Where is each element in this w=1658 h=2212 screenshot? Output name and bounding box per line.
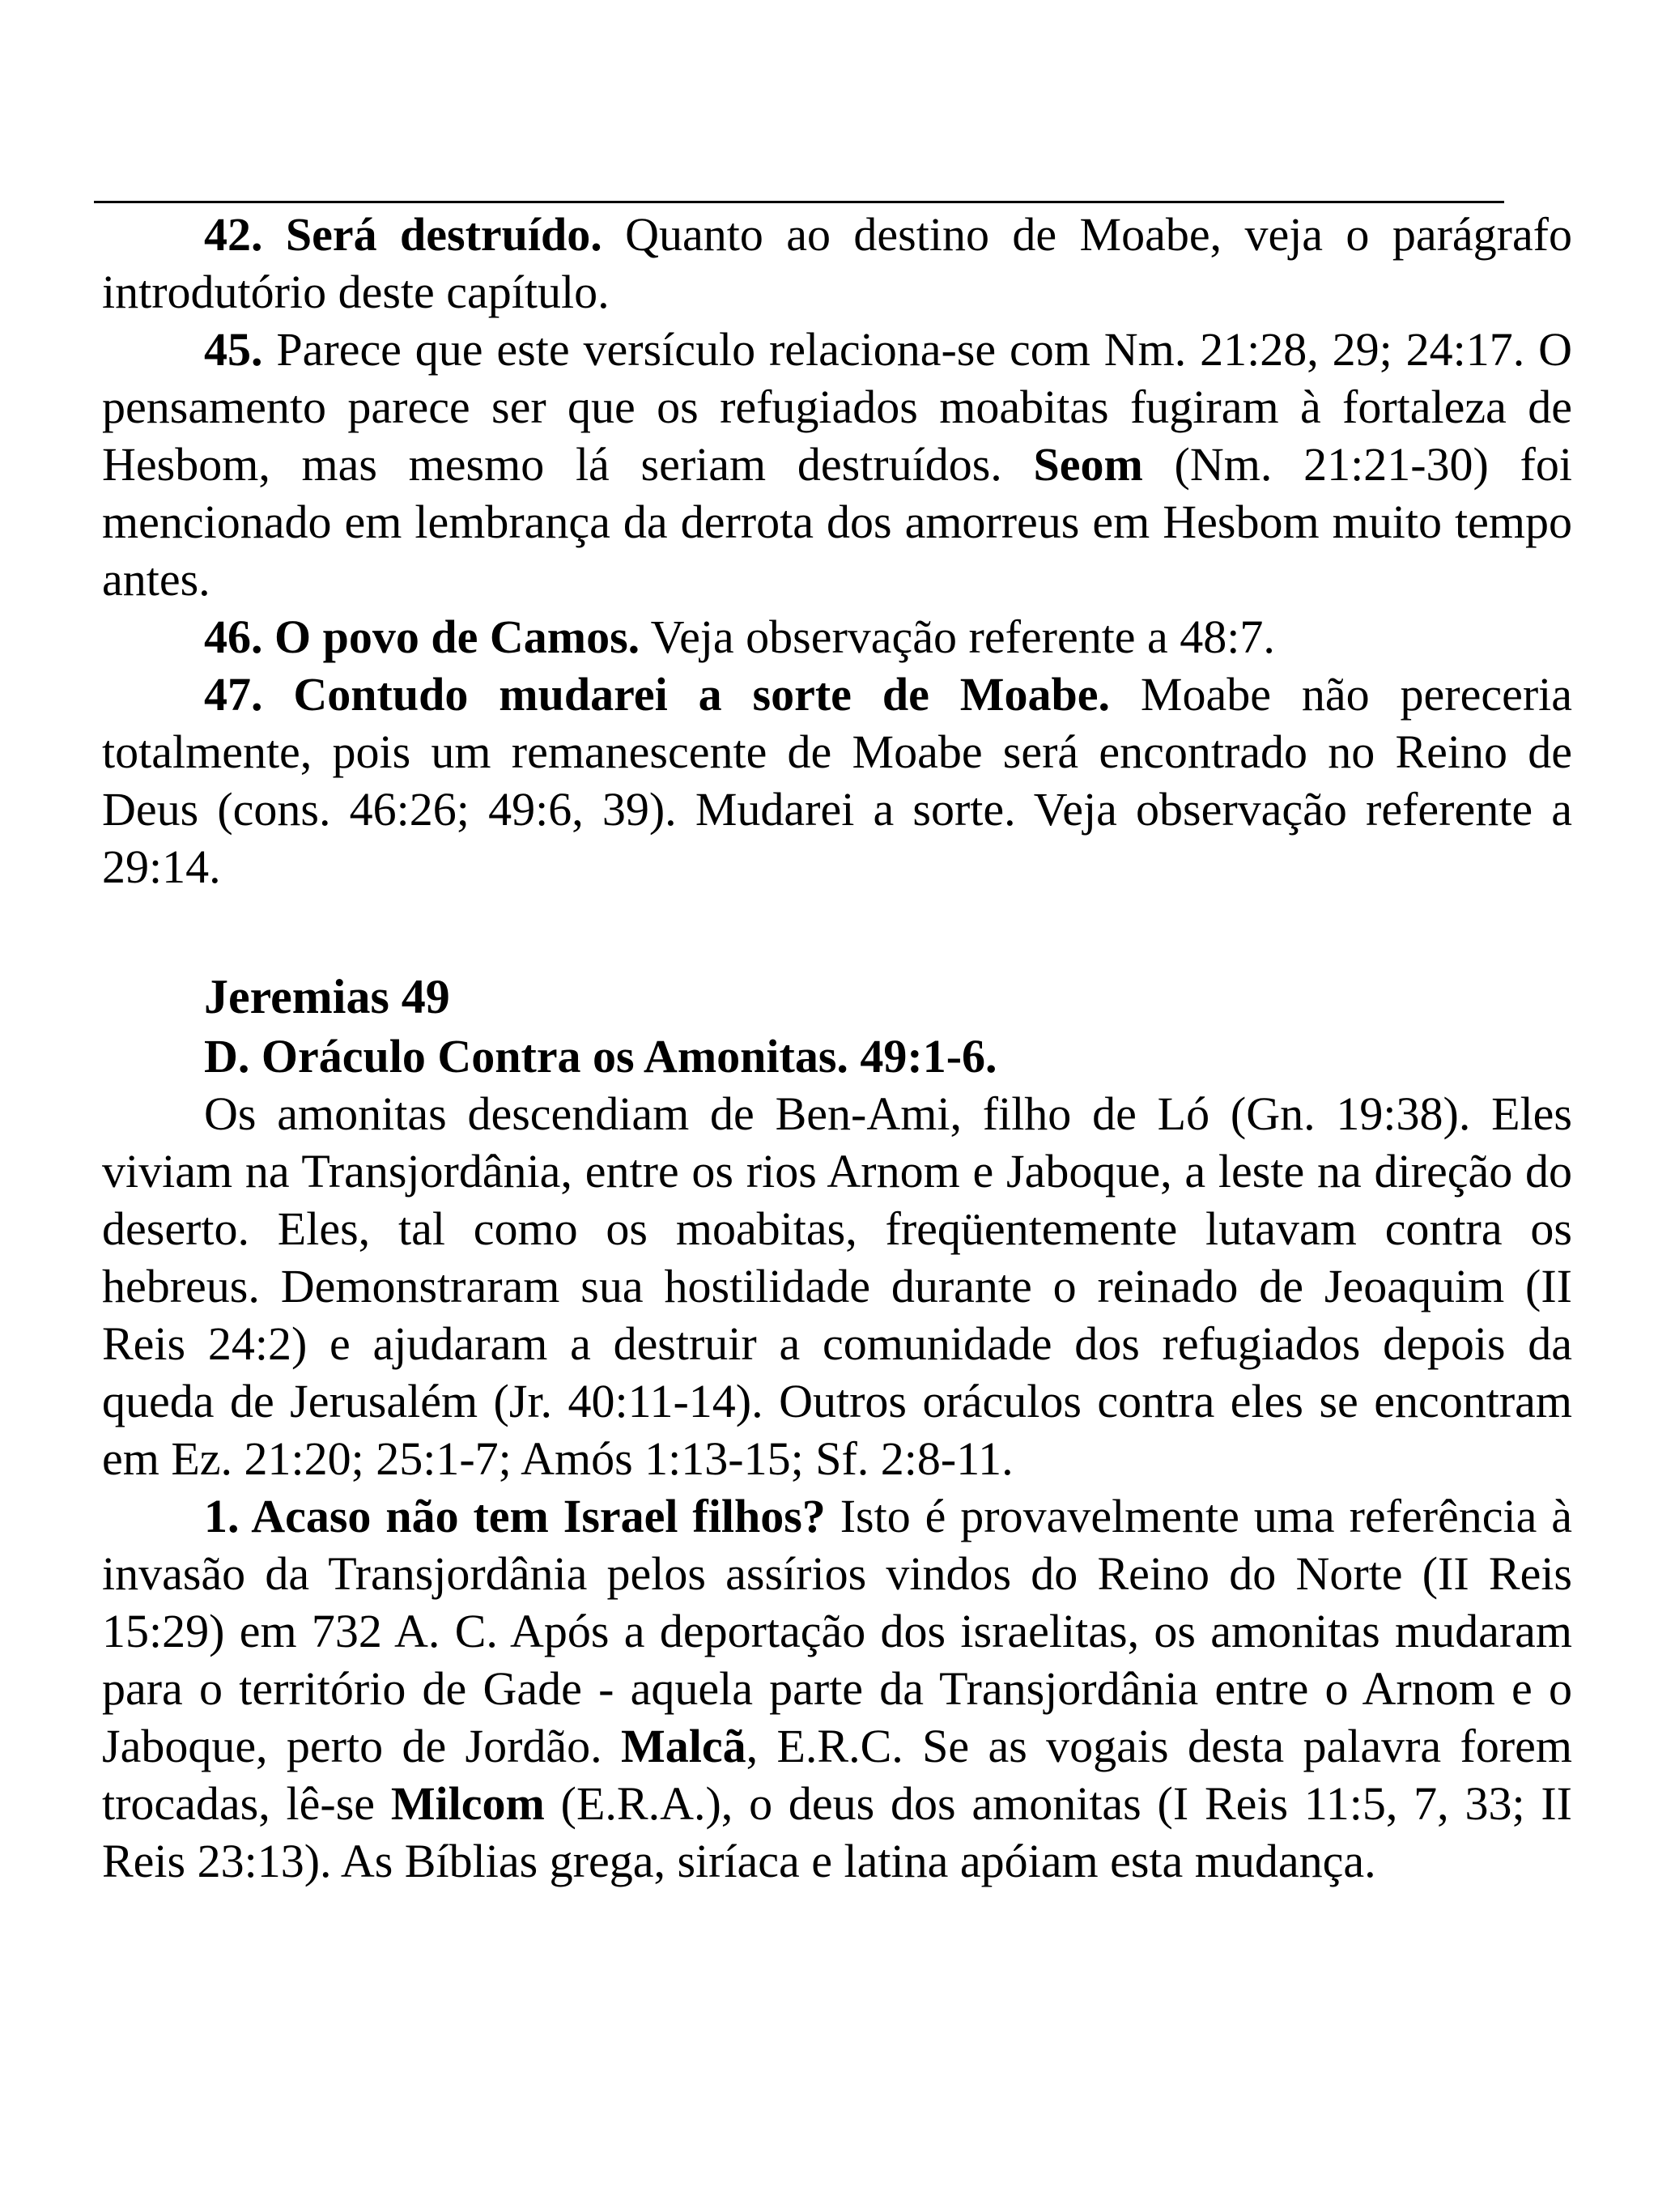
paragraph-verse-42 — [102, 206, 1572, 321]
verse-lead: 1. Acaso não tem Israel filhos? — [204, 1490, 826, 1542]
verse-lead: 47. Contudo mudarei a sorte de Moabe. — [204, 668, 1110, 721]
section-spacer — [102, 895, 1572, 953]
paragraph-text: (E.R.A.), o deus dos amonitas (I Reis 11:5, 7, 33; II Reis 23:13). As Bíblias grega, siríaca e latina apóiam esta mudança. — [102, 1777, 1572, 1887]
top-rule — [94, 201, 1504, 203]
bold-term: Seom — [1033, 438, 1143, 491]
verse-lead: 45. — [204, 323, 263, 376]
bold-term: Milcom — [390, 1777, 545, 1830]
paragraph-text: Isto é provavelmente uma referência à invasão da Transjordânia pelos assírios vindos do Reino do Norte (II Reis 15:29) em 732 A. C. Após a deportação dos israelitas, os amonitas mudaram para o território de Gade - aquela parte da Transjordânia entre o Arnom e o Jaboque, perto de Jordão. — [102, 1490, 1572, 1772]
paragraph-text: Parece que este versículo relaciona-se com Nm. 21:28, 29; 24:17. O pensamento parece ser que os refugiados moabitas fugiram à fortaleza de Hesbom, mas mesmo lá seriam destruídos. — [102, 323, 1572, 491]
paragraph-text: Quanto ao destino de Moabe, veja o parágrafo introdutório deste capítulo. — [102, 208, 1572, 318]
verse-lead: 46. O povo de Camos. — [204, 610, 640, 663]
paragraph-verse-45 — [102, 321, 1572, 608]
paragraph-text: Veja observação referente a 48:7. — [640, 610, 1275, 663]
page-content — [102, 206, 1572, 1890]
paragraph-text: , E.R.C. Se as vogais desta palavra forem trocadas, lê-se — [102, 1720, 1572, 1830]
verse-lead: 42. Será destruído. — [204, 208, 602, 261]
paragraph-intro: Os amonitas descendiam de Ben-Ami, filho de Ló (Gn. 19:38). Eles viviam na Transjordânia, entre os rios Arnom e Jaboque, a leste na direção do deserto. Eles, tal como os moabitas, freqüentemente lutavam contra os hebreus. Demonstraram sua hostilidade durante o reinado de Jeoaquim (II Reis 24:2) e ajudaram a destruir a comunidade dos refugiados depois da queda de Jerusalém (Jr. 40:11-14). Outros oráculos contra eles se encontram em Ez. 21:20; 25:1-7; Amós 1:13-15; Sf. 2:8-11. — [102, 1087, 1572, 1485]
paragraph-verse-47 — [102, 666, 1572, 895]
paragraph-text: (Nm. 21:21-30) foi mencionado em lembrança da derrota dos amorreus em Hesbom muito tempo antes. — [102, 438, 1572, 606]
bold-term: Malcã — [621, 1720, 746, 1772]
paragraph-verse-46 — [102, 608, 1572, 666]
section-heading: D. Oráculo Contra os Amonitas. 49:1-6. — [204, 1030, 997, 1083]
paragraph-text: Moabe não pereceria totalmente, pois um remanescente de Moabe será encontrado no Reino de Deus (cons. 46:26; 49:6, 39). Mudarei a sorte. Veja observação referente a 29:14. — [102, 668, 1572, 893]
chapter-title: Jeremias 49 — [204, 970, 450, 1023]
paragraph-verse-1 — [102, 1487, 1572, 1890]
